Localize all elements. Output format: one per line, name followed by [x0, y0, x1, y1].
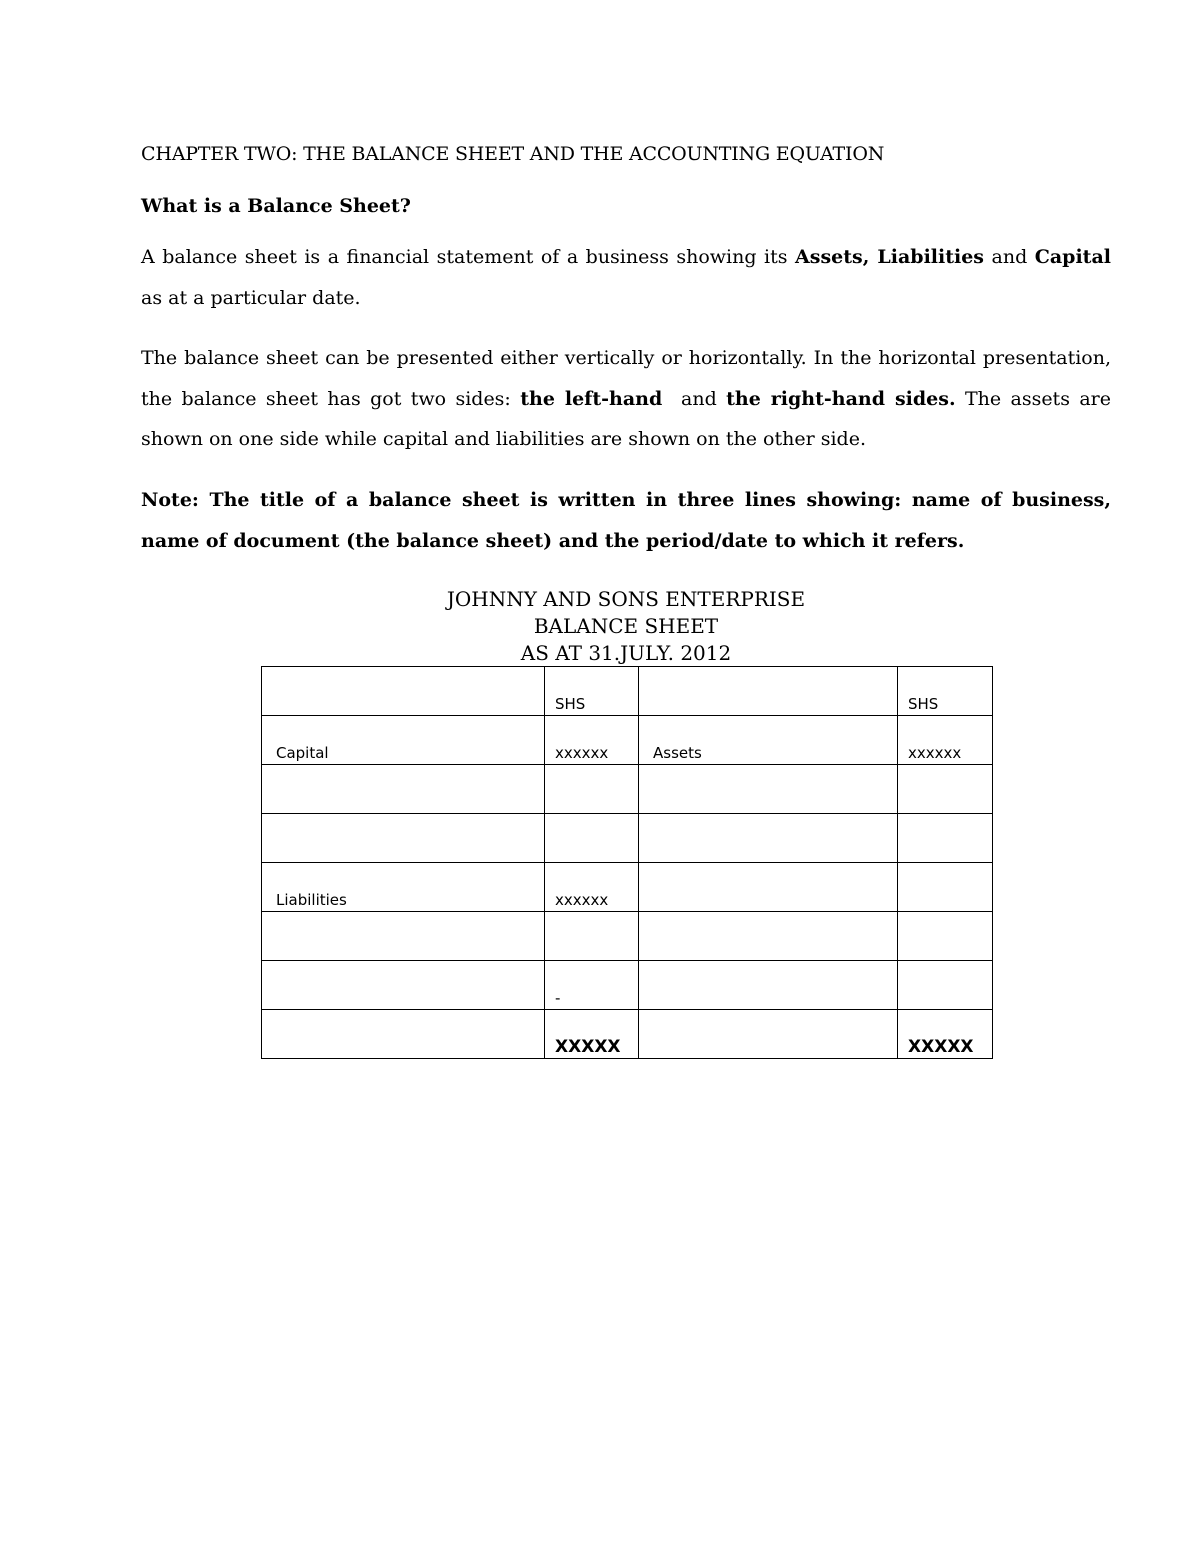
left-amount-cell — [545, 765, 639, 814]
left-amount-cell: xxxxxx — [545, 863, 639, 912]
left-label-cell — [262, 961, 545, 1010]
left-label-cell — [262, 667, 545, 716]
definition-text-1: A balance sheet is a financial statement of a business showing its — [141, 246, 795, 268]
right-amount-cell — [898, 961, 993, 1010]
table-row — [262, 961, 993, 1010]
right-amount-cell — [898, 765, 993, 814]
definition-bold-1: Assets, Liabilities — [795, 246, 984, 268]
section-heading: What is a Balance Sheet? — [141, 195, 411, 217]
left-label-cell — [262, 765, 545, 814]
table-row — [262, 667, 993, 716]
presentation-text-3: The assets are shown on one side while capital and liabilities are shown on the other side. — [141, 387, 1111, 450]
left-label-cell — [262, 912, 545, 961]
left-label-cell — [262, 1010, 545, 1059]
right-label-cell — [639, 863, 898, 912]
right-label-cell — [639, 814, 898, 863]
chapter-title: CHAPTER TWO: THE BALANCE SHEET AND THE ACCOUNTING EQUATION — [141, 143, 885, 165]
right-amount-cell — [898, 814, 993, 863]
right-label-cell — [639, 765, 898, 814]
right-amount-cell — [898, 912, 993, 961]
right-amount-cell: xxxxxx — [898, 716, 993, 765]
left-amount-cell — [545, 912, 639, 961]
right-amount-cell: SHS — [898, 667, 993, 716]
note-paragraph: Note: The title of a balance sheet is written in three lines showing: name of business, name of document (the balance sheet) and the period/date to which it refers. — [141, 489, 1111, 552]
table-row — [262, 814, 993, 863]
left-label-cell — [262, 814, 545, 863]
presentation-paragraph — [141, 338, 1111, 460]
left-amount-cell: SHS — [545, 667, 639, 716]
left-amount-cell: - — [545, 961, 639, 1010]
left-amount-cell: xxxxxx — [545, 716, 639, 765]
left-total-cell: XXXXX — [545, 1010, 639, 1059]
table-row — [262, 912, 993, 961]
right-label-cell — [639, 912, 898, 961]
definition-text-2: and — [984, 246, 1035, 268]
business-name: JOHNNY AND SONS ENTERPRISE — [446, 587, 806, 611]
presentation-text-2: and — [662, 387, 727, 410]
balance-sheet-table — [261, 666, 993, 1059]
balance-sheet-date: AS AT 31.JULY. 2012 — [520, 641, 732, 665]
presentation-bold-2: the right-hand sides. — [726, 387, 956, 410]
right-amount-cell — [898, 863, 993, 912]
document-name: BALANCE SHEET — [533, 614, 719, 638]
definition-text-3: as at a particular date. — [141, 286, 361, 309]
presentation-text-1: The balance sheet can be presented either vertically or horizontally. In the horizontal presentation, the balance sheet has got two sides: — [141, 347, 1111, 410]
presentation-bold-1: the left-hand — [520, 387, 663, 410]
right-label-cell — [639, 667, 898, 716]
table-row — [262, 765, 993, 814]
definition-paragraph — [141, 237, 1111, 318]
table-row — [262, 716, 993, 765]
right-label-cell — [639, 1010, 898, 1059]
right-label-cell: Assets — [639, 716, 898, 765]
definition-bold-2: Capital — [1034, 246, 1111, 268]
right-total-cell: XXXXX — [898, 1010, 993, 1059]
left-amount-cell — [545, 814, 639, 863]
left-label-cell: Capital — [262, 716, 545, 765]
table-row — [262, 863, 993, 912]
table-total-row — [262, 1010, 993, 1059]
right-label-cell — [639, 961, 898, 1010]
left-label-cell: Liabilities — [262, 863, 545, 912]
